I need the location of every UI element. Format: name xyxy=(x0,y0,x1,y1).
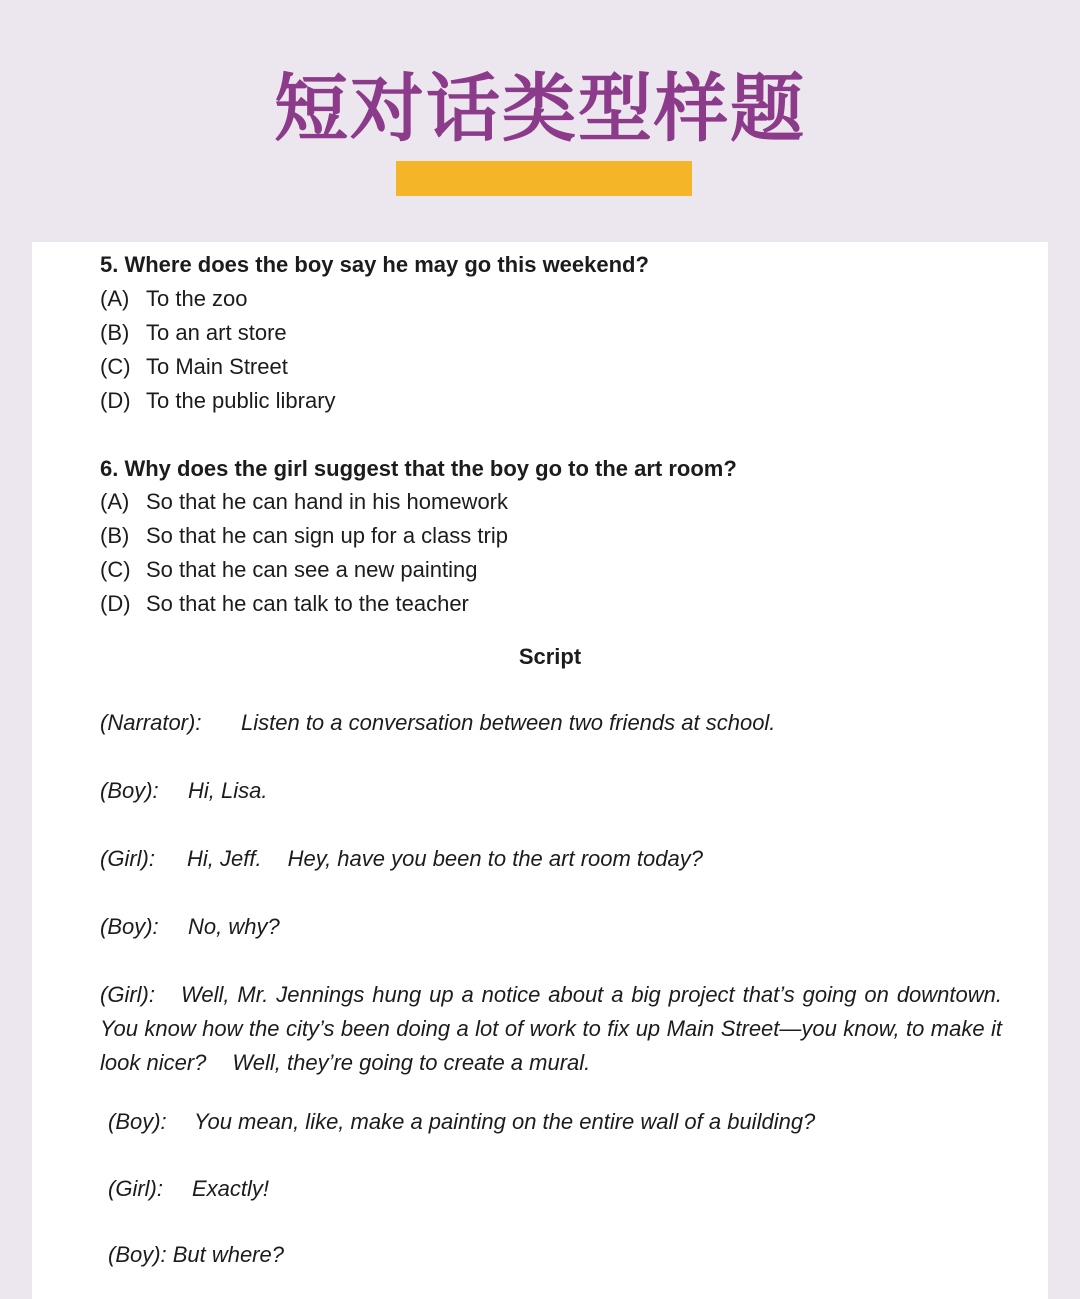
speaker-label: (Boy): xyxy=(108,1109,167,1134)
question-6-option-d xyxy=(100,590,469,618)
speaker-label: (Girl): xyxy=(100,982,155,1007)
option-letter: (B) xyxy=(100,320,130,345)
option-text: To an art store xyxy=(146,320,287,345)
question-6-option-c xyxy=(100,556,477,584)
question-6-title: 6. Why does the girl suggest that the boy go to the art room? xyxy=(100,456,737,481)
option-letter: (A) xyxy=(100,489,130,514)
question-6-option-a xyxy=(100,488,508,516)
script-line-narrator xyxy=(100,709,775,737)
dialogue-text: Hey, have you been to the art room today? xyxy=(287,846,703,871)
speaker-label: (Boy): xyxy=(100,914,159,939)
script-line-girl-long xyxy=(100,978,1002,1080)
script-line-boy xyxy=(100,913,280,941)
script-line-boy xyxy=(100,777,267,805)
dialogue-text: Hi, Lisa. xyxy=(188,778,268,803)
dialogue-text: Exactly! xyxy=(192,1176,270,1201)
option-letter: (C) xyxy=(100,354,131,379)
option-text: So that he can hand in his homework xyxy=(146,489,509,514)
script-line-boy xyxy=(108,1108,815,1136)
speaker-label: (Boy): xyxy=(100,778,159,803)
dialogue-text: Listen to a conversation between two friends at school. xyxy=(241,710,776,735)
option-text: So that he can see a new painting xyxy=(146,557,478,582)
dialogue-text: You mean, like, make a painting on the entire wall of a building? xyxy=(194,1109,816,1134)
speaker-label: (Girl): xyxy=(108,1176,163,1201)
option-letter: (C) xyxy=(100,557,131,582)
title-underline-bar xyxy=(396,161,692,196)
option-letter: (D) xyxy=(100,591,131,616)
option-letter: (D) xyxy=(100,388,131,413)
option-text: To the public library xyxy=(146,388,336,413)
speaker-label: (Narrator): xyxy=(100,710,202,735)
page-title: 短对话类型样题 xyxy=(274,66,806,152)
question-5-title: 5. Where does the boy say he may go this weekend? xyxy=(100,252,649,277)
dialogue-text: But where? xyxy=(172,1242,284,1267)
option-text: So that he can sign up for a class trip xyxy=(146,523,508,548)
option-text: To Main Street xyxy=(146,354,288,379)
script-line-boy xyxy=(108,1241,284,1269)
option-letter: (A) xyxy=(100,286,130,311)
question-6-option-b xyxy=(100,522,508,550)
script-line-girl xyxy=(108,1175,269,1203)
option-letter: (B) xyxy=(100,523,130,548)
speaker-label: (Girl): xyxy=(100,846,155,871)
question-5-option-a xyxy=(100,285,248,313)
question-5-option-b xyxy=(100,319,287,347)
dialogue-text: Well, Mr. Jennings hung up a notice about a big project that’s going on downtown. You know how the city’s been doing a lot of work to fix up Main Street—you know, to make it look nicer? xyxy=(100,982,1002,1075)
dialogue-text: Hi, Jeff. xyxy=(187,846,262,871)
dialogue-text: No, why? xyxy=(188,914,280,939)
option-text: To the zoo xyxy=(146,286,248,311)
script-heading: Script xyxy=(518,644,582,669)
option-text: So that he can talk to the teacher xyxy=(146,591,469,616)
script-line-girl xyxy=(100,845,703,873)
question-5-option-d xyxy=(100,387,336,415)
dialogue-text: Well, they’re going to create a mural. xyxy=(232,1050,591,1075)
question-5-option-c xyxy=(100,353,288,381)
speaker-label: (Boy): xyxy=(108,1242,167,1267)
